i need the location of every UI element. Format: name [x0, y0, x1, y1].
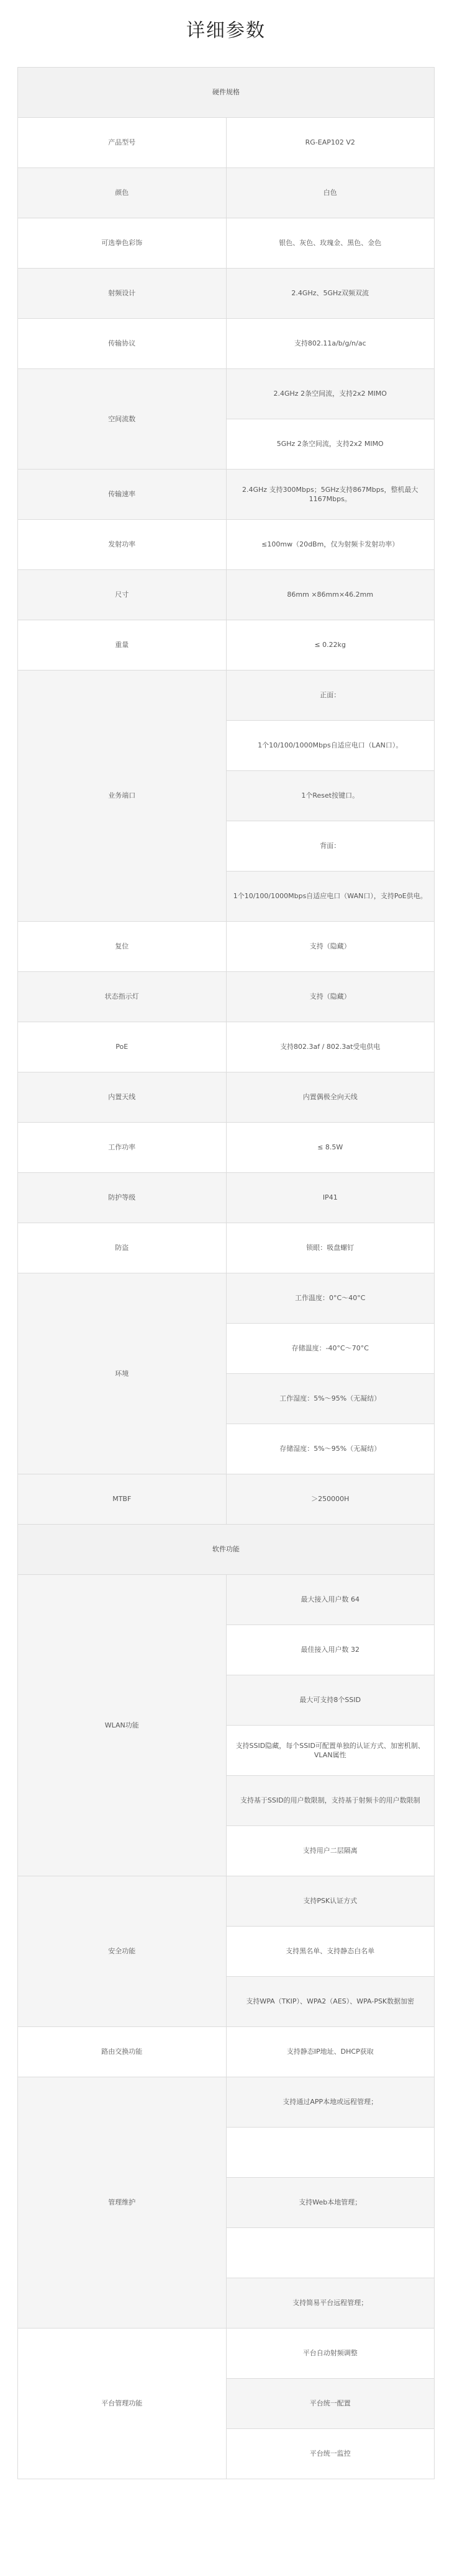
- row-value-platform-1: 平台自动射频调整: [226, 2329, 435, 2379]
- row-label-mount: 防盗: [18, 1223, 227, 1273]
- table-row: [18, 922, 435, 972]
- row-label-weight: 重量: [18, 620, 227, 671]
- table-row: [18, 470, 435, 520]
- row-value-power: ≤100mw（20dBm，仅为射频卡发射功率）: [226, 520, 435, 570]
- table-row: [18, 570, 435, 620]
- table-row: [18, 1474, 435, 1525]
- table-row: [18, 319, 435, 369]
- row-label-ports: 业务端口: [18, 671, 227, 922]
- table-row: [18, 168, 435, 218]
- row-value-environment-2: 存储温度：-40°C～70°C: [226, 1324, 435, 1374]
- table-row: [18, 520, 435, 570]
- row-value-wlan-1: 最大接入用户数 64: [226, 1575, 435, 1625]
- row-value-platform-2: 平台统一配置: [226, 2379, 435, 2429]
- row-value-management-3: 支持Web本地管理；: [226, 2178, 435, 2228]
- row-value-routing: 支持静态IP地址、DHCP获取: [226, 2027, 435, 2077]
- table-row: [18, 1072, 435, 1123]
- spec-table: [17, 67, 435, 2479]
- row-value-rate: 2.4GHz 支持300Mbps；5GHz支持867Mbps，整机最大1167Mbps。: [226, 470, 435, 520]
- section-software-label: 软件功能: [18, 1525, 435, 1575]
- row-value-security-1: 支持PSK认证方式: [226, 1876, 435, 1927]
- table-row: [18, 1173, 435, 1223]
- row-value-wlan-4: 支持SSID隐藏，每个SSID可配置单独的认证方式、加密机制、VLAN属性: [226, 1726, 435, 1776]
- row-value-streams-2: 5GHz 2条空间流，支持2x2 MIMO: [226, 419, 435, 470]
- row-value-antenna: 内置偶极全向天线: [226, 1072, 435, 1123]
- row-label-antenna: 内置天线: [18, 1072, 227, 1123]
- table-row: [18, 1123, 435, 1173]
- row-label-size: 尺寸: [18, 570, 227, 620]
- table-row: [18, 1022, 435, 1072]
- row-value-ports-3: 1个Reset按键口。: [226, 771, 435, 821]
- row-value-protection: IP41: [226, 1173, 435, 1223]
- table-row: [18, 1223, 435, 1273]
- row-value-environment-1: 工作温度：0°C～40°C: [226, 1273, 435, 1324]
- row-value-poe: 支持802.3af / 802.3at受电供电: [226, 1022, 435, 1072]
- row-value-security-2: 支持黑名单、支持静态白名单: [226, 1927, 435, 1977]
- row-value-protocol: 支持802.11a/b/g/n/ac: [226, 319, 435, 369]
- table-row: [18, 972, 435, 1022]
- row-value-design: 2.4GHz、5GHz双频双流: [226, 269, 435, 319]
- table-row: [18, 1273, 435, 1324]
- table-row: [18, 1876, 435, 1927]
- table-row: [18, 671, 435, 721]
- row-label-poe: PoE: [18, 1022, 227, 1072]
- row-value-ports-4: 背面：: [226, 821, 435, 871]
- row-value-ports-2: 1个10/100/1000Mbps自适应电口（LAN口）。: [226, 721, 435, 771]
- row-label-reset: 复位: [18, 922, 227, 972]
- section-hardware-label: 硬件规格: [18, 68, 435, 118]
- row-label-panel-colors: 可选拳色彩饰: [18, 218, 227, 269]
- table-row: [18, 218, 435, 269]
- row-value-mount: 锁眼：吸盘螺钉: [226, 1223, 435, 1273]
- row-value-platform-3: 平台统一监控: [226, 2429, 435, 2479]
- row-value-ports-1: 正面：: [226, 671, 435, 721]
- table-row: [18, 2329, 435, 2379]
- row-label-consumption: 工作功率: [18, 1123, 227, 1173]
- table-row: [18, 620, 435, 671]
- row-value-model: RG-EAP102 V2: [226, 118, 435, 168]
- table-row: [18, 118, 435, 168]
- row-label-model: 产品型号: [18, 118, 227, 168]
- row-value-mtbf: ＞250000H: [226, 1474, 435, 1525]
- table-row: [18, 2077, 435, 2128]
- row-value-color: 白色: [226, 168, 435, 218]
- row-value-management-5: 支持简易平台远程管理；: [226, 2278, 435, 2329]
- row-value-weight: ≤ 0.22kg: [226, 620, 435, 671]
- row-label-routing: 路由交换功能: [18, 2027, 227, 2077]
- table-row: [18, 1575, 435, 1625]
- row-value-size: 86mm ×86mm×46.2mm: [226, 570, 435, 620]
- row-label-design: 射频设计: [18, 269, 227, 319]
- row-label-rate: 传输速率: [18, 470, 227, 520]
- row-label-platform: 平台管理功能: [18, 2329, 227, 2479]
- row-label-security: 安全功能: [18, 1876, 227, 2027]
- row-value-environment-4: 存储湿度：5%～95%（无凝结）: [226, 1424, 435, 1474]
- table-row: [18, 2027, 435, 2077]
- row-label-led: 状态指示灯: [18, 972, 227, 1022]
- row-value-ports-5: 1个10/100/1000Mbps自适应电口（WAN口），支持PoE供电。: [226, 871, 435, 922]
- table-row: [18, 269, 435, 319]
- section-row-software: [18, 1525, 435, 1575]
- row-value-wlan-6: 支持用户二层隔离: [226, 1826, 435, 1876]
- row-label-management: 管理维护: [18, 2077, 227, 2329]
- row-value-management-4: [226, 2228, 435, 2278]
- row-value-consumption: ≤ 8.5W: [226, 1123, 435, 1173]
- row-label-color: 颜色: [18, 168, 227, 218]
- page-title: 详细参数: [186, 20, 266, 42]
- row-value-management-1: 支持通过APP本地或远程管理；: [226, 2077, 435, 2128]
- row-label-protection: 防护等级: [18, 1173, 227, 1223]
- table-row: [18, 369, 435, 419]
- row-label-environment: 环境: [18, 1273, 227, 1474]
- row-value-wlan-2: 最佳接入用户数 32: [226, 1625, 435, 1675]
- row-label-protocol: 传输协议: [18, 319, 227, 369]
- row-value-streams-1: 2.4GHz 2条空间流，支持2x2 MIMO: [226, 369, 435, 419]
- row-value-environment-3: 工作湿度：5%～95%（无凝结）: [226, 1374, 435, 1424]
- row-label-streams: 空间流数: [18, 369, 227, 470]
- row-label-wlan: WLAN功能: [18, 1575, 227, 1876]
- row-value-reset: 支持（隐藏）: [226, 922, 435, 972]
- row-label-power: 发射功率: [18, 520, 227, 570]
- row-value-management-2: [226, 2128, 435, 2178]
- row-value-wlan-5: 支持基于SSID的用户数限制，支持基于射频卡的用户数限制: [226, 1776, 435, 1826]
- row-value-panel-colors: 银色、灰色、玫瑰金、黑色、金色: [226, 218, 435, 269]
- row-value-wlan-3: 最大可支持8个SSID: [226, 1675, 435, 1726]
- row-label-mtbf: MTBF: [18, 1474, 227, 1525]
- row-value-security-3: 支持WPA（TKIP）、WPA2（AES）、WPA-PSK数据加密: [226, 1977, 435, 2027]
- row-value-led: 支持（隐藏）: [226, 972, 435, 1022]
- section-row-hardware: [18, 68, 435, 118]
